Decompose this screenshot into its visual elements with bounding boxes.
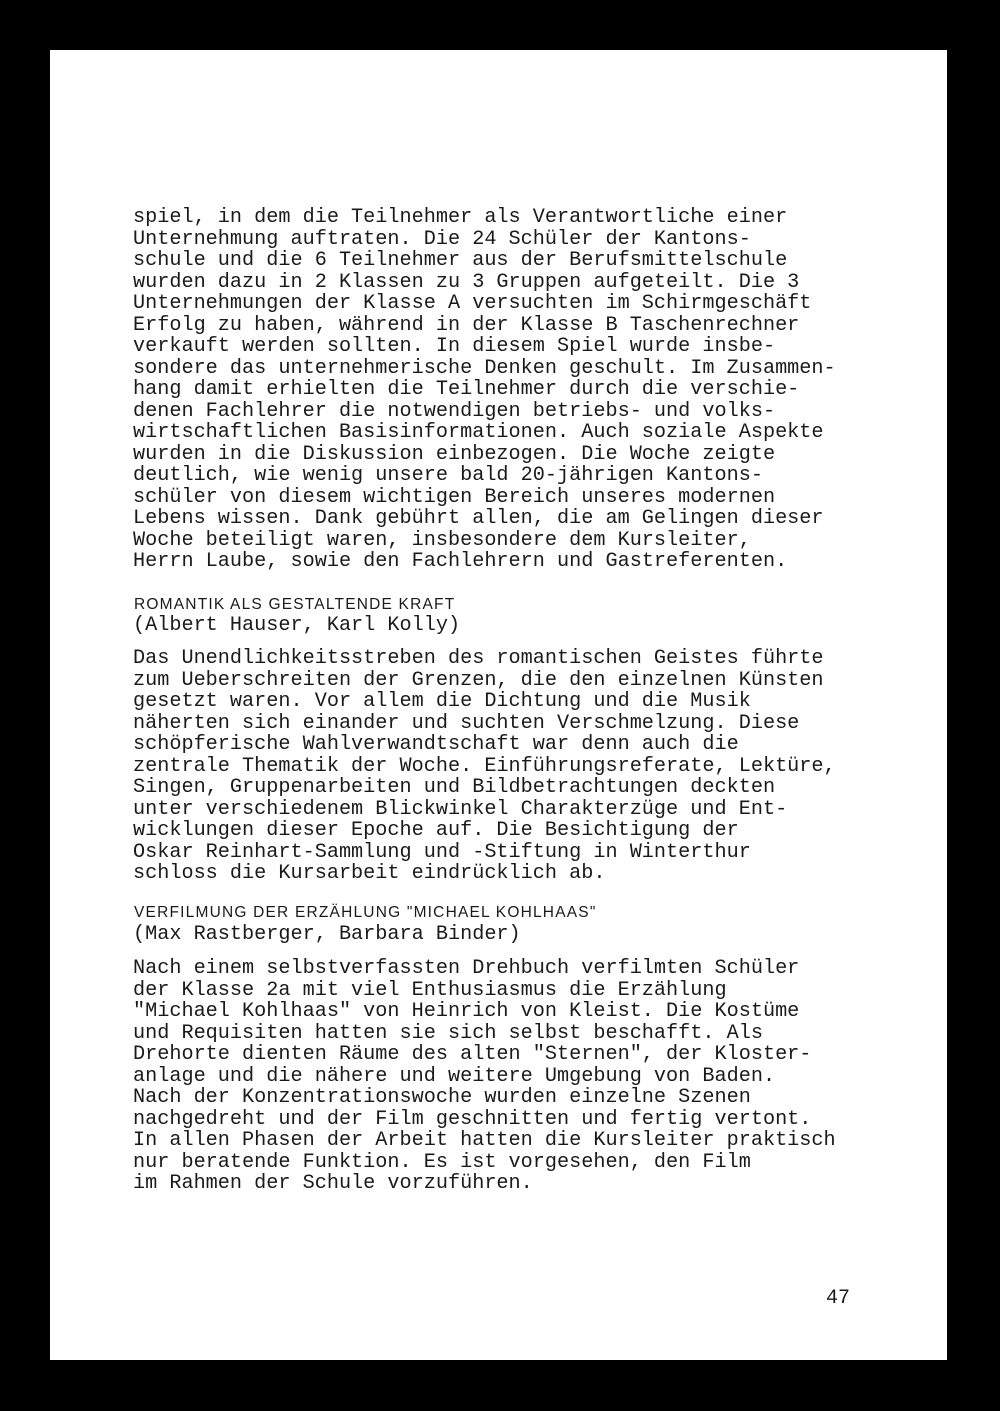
text-line: zentrale Thematik der Woche. Einführungsreferate, Lektüre, bbox=[133, 754, 836, 778]
text-line: schloss die Kursarbeit eindrücklich ab. bbox=[133, 862, 606, 885]
text-line: wurden dazu in 2 Klassen zu 3 Gruppen aufgeteilt. Die 3 bbox=[133, 270, 800, 294]
text-line: "Michael Kohlhaas" von Heinrich von Kleist. Die Kostüme bbox=[133, 1000, 800, 1023]
text-line: der Klasse 2a mit viel Enthusiasmus die Erzählung bbox=[133, 978, 727, 1002]
text-line: anlage und die nähere und weitere Umgebung von Baden. bbox=[133, 1064, 776, 1088]
text-line: wicklungen dieser Epoche auf. Die Besichtigung der bbox=[133, 819, 739, 842]
authors-line: (Max Rastberger, Barbara Binder) bbox=[133, 923, 521, 946]
text-line: Woche beteiligt waren, insbesondere dem Kursleiter, bbox=[133, 528, 751, 552]
text-line: nachgedreht und der Film geschnitten und fertig vertont. bbox=[133, 1107, 812, 1131]
text-line: Nach einem selbstverfassten Drehbuch verfilmten Schüler bbox=[133, 957, 800, 980]
section-heading-romantik: ROMANTIK ALS GESTALTENDE KRAFT bbox=[134, 596, 456, 613]
text-line: Singen, Gruppenarbeiten und Bildbetrachtungen deckten bbox=[133, 776, 776, 799]
text-line: wirtschaftlichen Basisinformationen. Auch soziale Aspekte bbox=[133, 421, 824, 444]
text-line: Drehorte dienten Räume des alten "Sternen", der Kloster- bbox=[133, 1043, 812, 1066]
text-line: Oskar Reinhart-Sammlung und -Stiftung in Winterthur bbox=[133, 840, 751, 864]
authors-line: (Albert Hauser, Karl Kolly) bbox=[133, 614, 461, 637]
page-number: 47 bbox=[826, 1287, 851, 1310]
text-line: spiel, in dem die Teilnehmer als Verantwortliche einer bbox=[133, 206, 788, 229]
text-line: Unternehmung auftraten. Die 24 Schüler der Kantons- bbox=[133, 227, 751, 251]
document-page bbox=[50, 50, 947, 1360]
text-line: im Rahmen der Schule vorzuführen. bbox=[133, 1172, 533, 1195]
text-line: näherten sich einander und suchten Verschmelzung. Diese bbox=[133, 711, 800, 735]
text-line: Unternehmungen der Klasse A versuchten im Schirmgeschäft bbox=[133, 292, 812, 315]
text-line: zum Ueberschreiten der Grenzen, die den einzelnen Künsten bbox=[133, 668, 824, 692]
text-line: sondere das unternehmerische Denken geschult. Im Zusammen- bbox=[133, 356, 836, 380]
text-line: Herrn Laube, sowie den Fachlehrern und Gastreferenten. bbox=[133, 550, 788, 573]
text-line: und Requisiten hatten sie sich selbst beschafft. Als bbox=[133, 1021, 763, 1045]
text-line: denen Fachlehrer die notwendigen betriebs- und volks- bbox=[133, 399, 776, 423]
text-line: Nach der Konzentrationswoche wurden einzelne Szenen bbox=[133, 1086, 751, 1109]
text-line: verkauft werden sollten. In diesem Spiel wurde insbe- bbox=[133, 335, 776, 358]
text-line: unter verschiedenem Blickwinkel Charakterzüge und Ent- bbox=[133, 797, 788, 821]
text-line: schöpferische Wahlverwandtschaft war denn auch die bbox=[133, 733, 739, 756]
text-line: nur beratende Funktion. Es ist vorgesehen, den Film bbox=[133, 1150, 751, 1174]
text-line: schule und die 6 Teilnehmer aus der Berufsmittelschule bbox=[133, 249, 788, 272]
text-line: wurden in die Diskussion einbezogen. Die Woche zeigte bbox=[133, 442, 776, 466]
text-line: In allen Phasen der Arbeit hatten die Kursleiter praktisch bbox=[133, 1129, 836, 1152]
section-heading-verfilmung: VERFILMUNG DER ERZÄHLUNG "MICHAEL KOHLHAAS" bbox=[134, 904, 597, 921]
text-line: gesetzt waren. Vor allem die Dichtung und die Musik bbox=[133, 690, 751, 713]
text-line: Lebens wissen. Dank gebührt allen, die am Gelingen dieser bbox=[133, 507, 824, 530]
text-line: Das Unendlichkeitsstreben des romantischen Geistes führte bbox=[133, 647, 824, 670]
text-line: schüler von diesem wichtigen Bereich unseres modernen bbox=[133, 485, 776, 509]
text-line: deutlich, wie wenig unsere bald 20-jährigen Kantons- bbox=[133, 464, 763, 487]
text-line: hang damit erhielten die Teilnehmer durch die verschie- bbox=[133, 378, 800, 401]
text-line: Erfolg zu haben, während in der Klasse B Taschenrechner bbox=[133, 313, 800, 337]
